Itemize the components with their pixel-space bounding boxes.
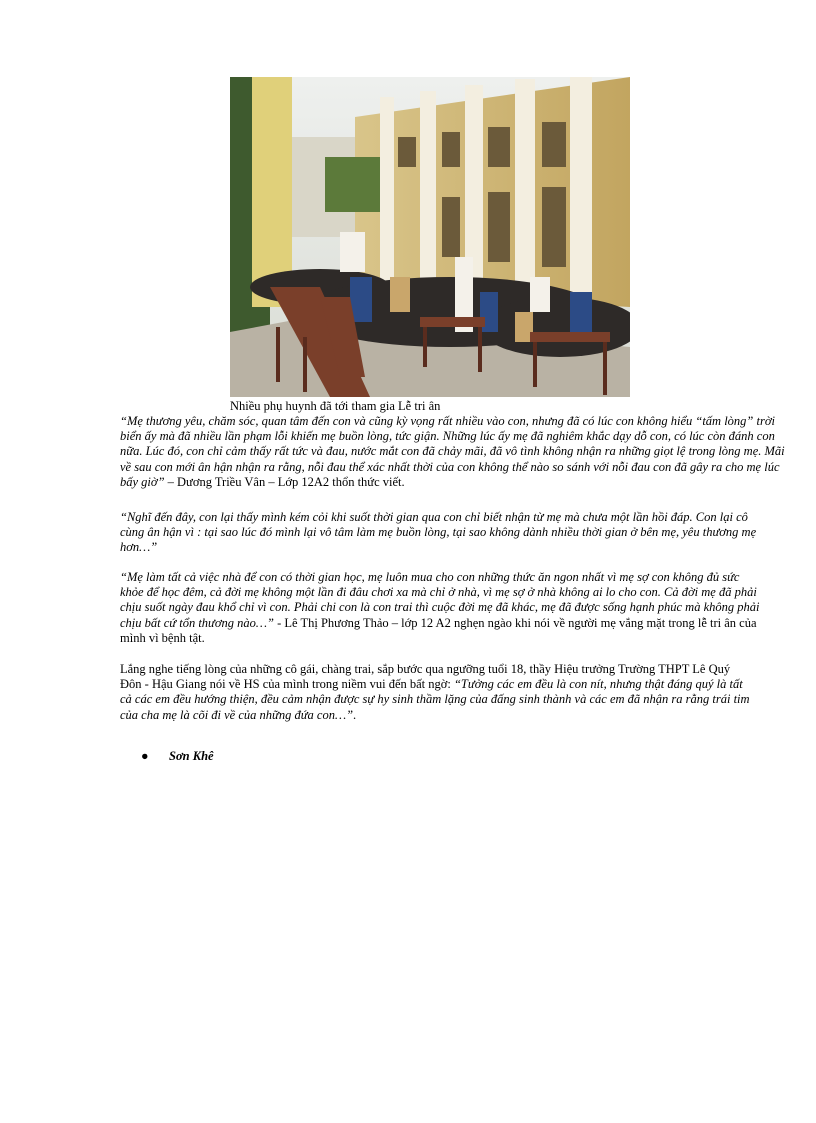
paragraph-2-quote: “Nghĩ đến đây, con lại thấy mình kém cỏi khi suốt thời gian qua con chỉ biết nhận từ mẹ mà chưa một lần hồi đáp. Con lại cô cùng ân hận vì : tại sao lúc đó mình lại vô tâm làm mẹ buồn lòng, tại sao không dành nhiều thời gian ở bên mẹ, yêu thương mẹ hơn…”: [120, 510, 757, 555]
photo-caption: Nhiều phụ huynh đã tới tham gia Lễ tri ân: [230, 399, 441, 413]
paragraph-4-lead: Lắng nghe tiếng lòng của những cô gái, chàng trai, sắp bước qua ngưỡng tuổi 18, thầy Hiệu trưởng Trường THPT Lê Quý Đôn - Hậu Giang nói về HS của mình trong niềm vui đến bất ngờ:: [120, 662, 731, 692]
paragraph-3-quote: “Mẹ làm tất cả việc nhà để con có thời gian học, mẹ luôn mua cho con những thức ăn ngon nhất vì mẹ sợ con không đủ sức khỏe để học đêm, cả đời mẹ không một lần đi đâu chơi xa mà chỉ ở nhà, vì mẹ sợ ở nhà không ai lo cho con. Cả đời mẹ đã phải chịu suốt ngày đau khổ chỉ vì con. Phải chi con là con trai thì cuộc đời mẹ đã khác, mẹ đã được sống hạnh phúc mà không phải chịu bất cứ tổn thương nào…”: [120, 570, 760, 630]
paragraph-3: [120, 570, 760, 646]
paragraph-2: [120, 510, 770, 556]
paragraph-4: [120, 662, 750, 723]
author-name: Sơn Khê: [169, 749, 214, 763]
ceremony-photo: [230, 77, 630, 397]
paragraph-4-quote: “Tưởng các em đều là con nít, nhưng thật đáng quý là tất cả các em đều hướng thiện, đều cảm nhận được sự hy sinh thầm lặng của đấng sinh thành và các em đã nhận ra rằng trái tim của cha mẹ là cõi đi về của những đứa con…”: [120, 677, 750, 722]
paragraph-1-attribution: – Dương Triều Vân – Lớp 12A2 thổn thức viết.: [164, 474, 405, 489]
ceremony-photo-illustration: [230, 77, 630, 397]
paragraph-1-quote: “Mẹ thương yêu, chăm sóc, quan tâm đến con và cũng kỳ vọng rất nhiều vào con, nhưng đã có lúc con không hiểu “tấm lòng” trời biển ấy mà đã nhiều lần phạm lỗi khiến mẹ buồn lòng, tức giận. Những lúc ấy mẹ đã nghiêm khắc dạy dỗ con, có lúc còn đánh con nữa. Lúc đó, con chỉ cảm thấy rất tức và đau, nước mắt con đã chảy mãi, đã vô tình không nhận ra những giọt lệ trong lòng mẹ. Mãi về sau con mới ân hận nhận ra rằng, nỗi đau thể xác nhất thời của con không thể nào so sánh với nỗi đau con đã gây ra cho mẹ lúc bấy giờ”: [120, 414, 785, 489]
paragraph-3-attribution: - Lê Thị Phương Thảo – lớp 12 A2 nghẹn ngào khi nói về người mẹ vắng mặt trong lễ tri ân của mình vì bệnh tật.: [120, 615, 757, 645]
bullet-dot-icon: ●: [141, 749, 149, 763]
paragraph-4-tail: .: [353, 707, 357, 722]
author-bullet: [141, 749, 214, 764]
paragraph-1: [120, 414, 790, 490]
